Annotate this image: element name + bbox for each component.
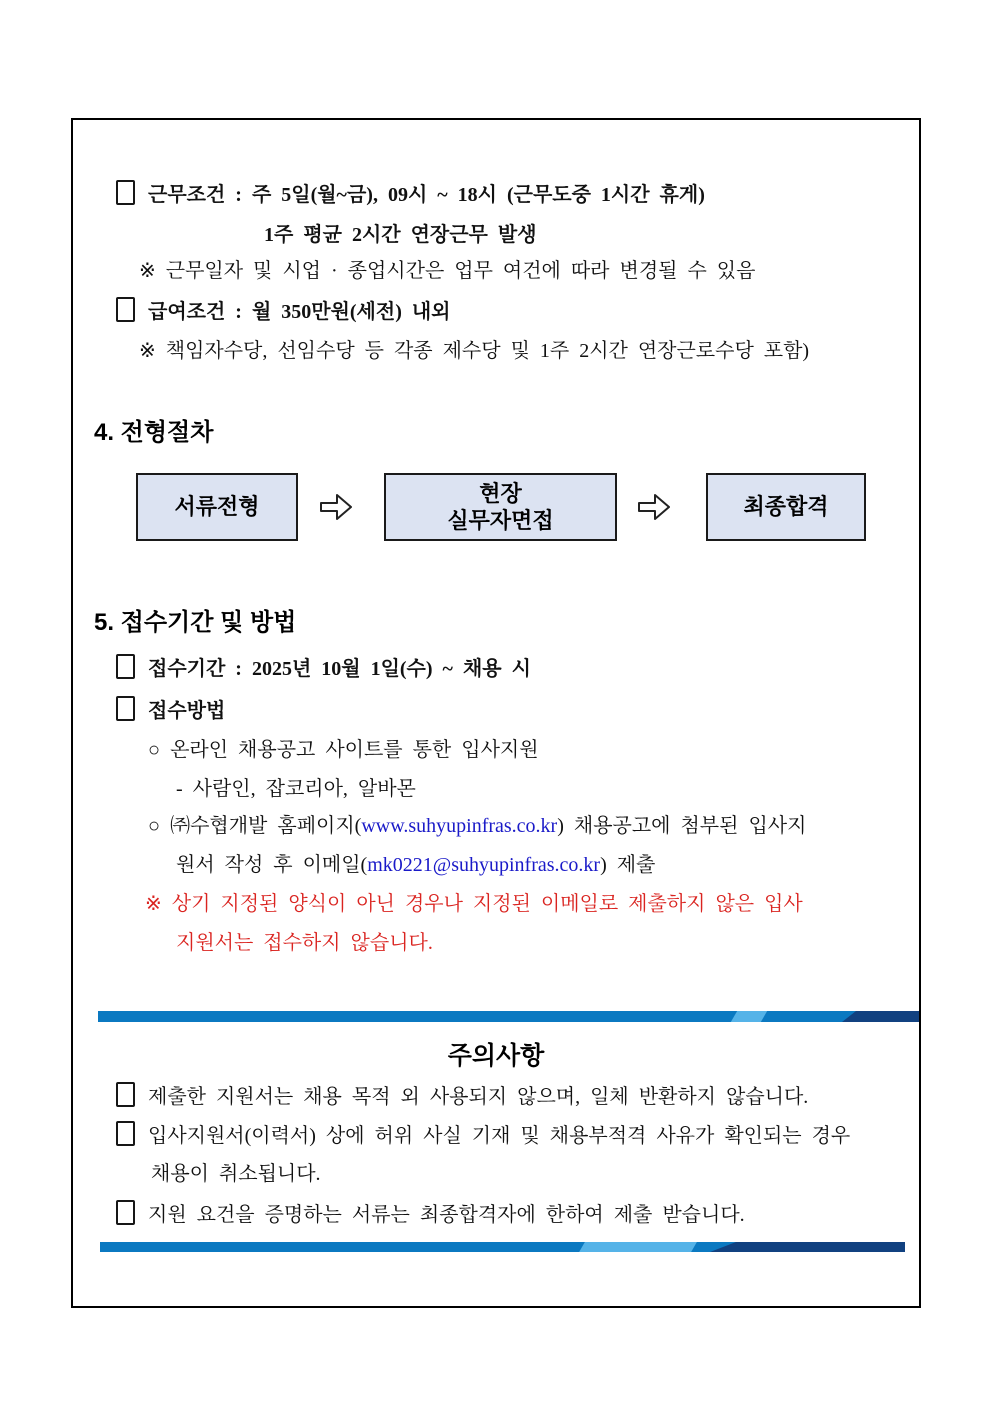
homepage-apply-line — [148, 813, 806, 839]
email-submit-line — [176, 852, 655, 878]
notice-item2-text1: 입사지원서(이력서) 상에 허위 사실 기재 및 채용부적격 사유가 확인되는 경우 — [148, 1125, 851, 1147]
arrow-right-icon — [636, 491, 672, 528]
application-period-text: 접수기간 : 2025년 10월 1일(수) ~ 채용 시 — [148, 658, 531, 680]
salary-line — [116, 297, 451, 325]
checkbox-icon — [116, 696, 135, 721]
overtime-text: 1주 평균 2시간 연장근무 발생 — [264, 224, 537, 246]
work-conditions-text: 근무조건 : 주 5일(월~금), 09시 ~ 18시 (근무도중 1시간 휴게) — [148, 184, 705, 206]
notice-item2-line2 — [151, 1161, 321, 1187]
divider-bar-bottom — [100, 1242, 905, 1252]
checkbox-icon — [116, 180, 135, 205]
salary-text: 급여조건 : 월 350만원(세전) 내외 — [148, 301, 451, 323]
process-step-interview — [384, 473, 617, 541]
salary-note-line — [139, 338, 809, 364]
checkbox-icon — [116, 1082, 135, 1107]
reference-mark-icon: ※ — [145, 893, 162, 915]
notice-item3-line — [116, 1200, 745, 1228]
submission-warning-line1 — [145, 891, 803, 917]
work-conditions-line — [116, 180, 705, 208]
circle-bullet-icon: ○ — [148, 739, 161, 761]
submission-warning-text2: 지원서는 접수하지 않습니다. — [176, 932, 433, 954]
email-submit-text-after: ) 제출 — [600, 854, 656, 876]
arrow-right-icon — [318, 491, 354, 528]
checkbox-icon — [116, 1200, 135, 1225]
reference-mark-icon: ※ — [139, 340, 156, 362]
checkbox-icon — [116, 654, 135, 679]
online-apply-text: 온라인 채용공고 사이트를 통한 입사지원 — [170, 739, 539, 761]
process-step-interview-line1: 현장 — [479, 480, 522, 506]
homepage-url-link[interactable]: www.suhyupinfras.co.kr — [361, 815, 558, 837]
homepage-apply-text-after: ) 채용공고에 첨부된 입사지 — [557, 815, 807, 837]
email-link[interactable]: mk0221@suhyupinfras.co.kr — [367, 854, 601, 876]
work-note-line — [139, 258, 755, 284]
salary-note-text: 책임자수당, 선임수당 등 각종 제수당 및 1주 2시간 연장근로수당 포함) — [165, 340, 810, 362]
job-sites-line — [176, 776, 416, 802]
process-step-final-label: 최종합격 — [743, 494, 829, 520]
job-sites-text: 사람인, 잡코리아, 알바몬 — [192, 778, 416, 800]
dash-bullet-icon: - — [176, 778, 183, 800]
divider-bar-top — [98, 1011, 919, 1022]
application-heading: 5. 접수기간 및 방법 — [94, 609, 297, 636]
work-note-text: 근무일자 및 시업 · 종업시간은 업무 여건에 따라 변경될 수 있음 — [165, 260, 756, 282]
email-submit-text-before: 원서 작성 후 이메일( — [176, 854, 368, 876]
notice-heading: 주의사항 — [447, 1042, 545, 1070]
application-method-line — [116, 696, 225, 724]
overtime-line — [264, 222, 537, 248]
process-step-interview-line2: 실무자면접 — [447, 508, 554, 533]
checkbox-icon — [116, 1121, 135, 1146]
submission-warning-line2 — [176, 930, 433, 956]
notice-item1-line — [116, 1082, 808, 1110]
homepage-apply-text-before: ㈜수협개발 홈페이지( — [170, 815, 362, 837]
application-period-line — [116, 654, 531, 682]
notice-item3-text: 지원 요건을 증명하는 서류는 최종합격자에 한하여 제출 받습니다. — [148, 1204, 745, 1226]
notice-item2-line1 — [116, 1121, 850, 1149]
notice-item1-text: 제출한 지원서는 채용 목적 외 사용되지 않으며, 일체 반환하지 않습니다. — [148, 1086, 809, 1108]
reference-mark-icon: ※ — [139, 260, 156, 282]
process-step-documents-label: 서류전형 — [174, 494, 260, 520]
online-apply-line — [148, 737, 539, 763]
submission-warning-text1: 상기 지정된 양식이 아닌 경우나 지정된 이메일로 제출하지 않은 입사 — [171, 893, 803, 915]
process-heading: 4. 전형절차 — [94, 419, 214, 446]
notice-item2-text2: 채용이 취소됩니다. — [151, 1163, 321, 1185]
process-step-documents — [136, 473, 298, 541]
checkbox-icon — [116, 297, 135, 322]
application-method-text: 접수방법 — [148, 700, 226, 722]
process-step-final — [706, 473, 866, 541]
circle-bullet-icon: ○ — [148, 815, 161, 837]
